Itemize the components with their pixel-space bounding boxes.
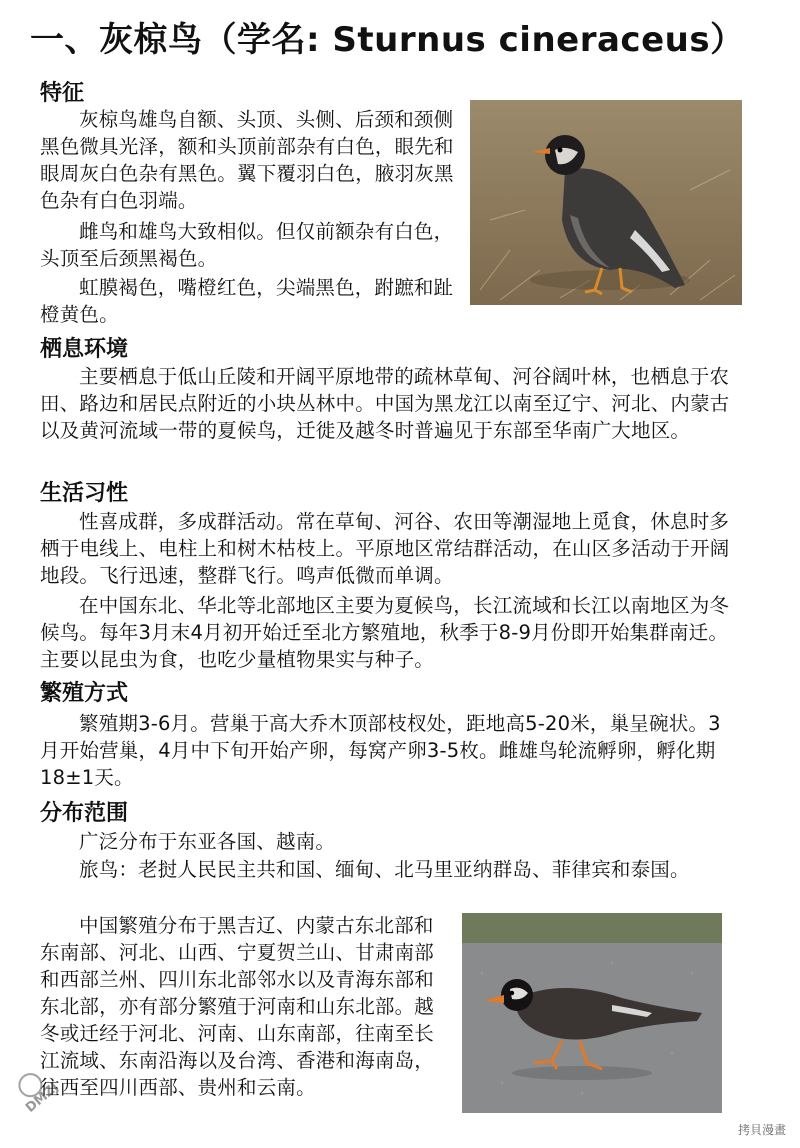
distribution-paragraph-3: 中国繁殖分布于黑吉辽、内蒙古东北部和东南部、河北、山西、宁夏贺兰山、甘肃南部和西部兰州、四川东北部邻水以及青海东部和东北部，亦有部分繁殖于河南和山东北部。越冬或迁经于河北、河南、山东南部，往南至长江流域、东南沿海以及台湾、香港和海南岛，往西至四川西部、贵州和云南。: [40, 914, 435, 1099]
features-paragraph-1: 灰椋鸟雄鸟自额、头顶、头侧、后颈和颈侧黑色微具光泽，额和头顶前部杂有白色，眼先和眼周灰白色杂有黑色。翼下覆羽白色，腋羽灰黑色杂有白色羽端。: [40, 108, 454, 212]
heading-breeding: 繁殖方式: [40, 681, 129, 706]
distribution-paragraph-2: 旅鸟：老挝人民民主共和国、缅甸、北马里亚纳群岛、菲律宾和泰国。: [79, 858, 690, 881]
features-paragraph-2: 雌鸟和雄鸟大致相似。但仅前额杂有白色，头顶至后颈黑褐色。: [40, 220, 454, 270]
corner-watermark: 拷貝漫畫: [737, 1123, 786, 1137]
watermark-text: DMZJ: [23, 1079, 62, 1116]
heading-features: 特征: [40, 81, 85, 106]
photo-starling-road: [462, 913, 722, 1113]
page-title: 一、灰椋鸟（学名: Sturnus cineraceus）: [30, 20, 745, 60]
distribution-paragraph-1: 广泛分布于东亚各国、越南。: [79, 830, 336, 853]
habitat-paragraph-1: 主要栖息于低山丘陵和开阔平原地带的疏林草甸、河谷阔叶林，也栖息于农田、路边和居民点附近的小块丛林中。中国为黑龙江以南至辽宁、河北、内蒙古以及黄河流域一带的夏候鸟，迁徙及越冬时普遍见于东部至华南广大地区。: [40, 365, 730, 442]
heading-habitat: 栖息环境: [40, 337, 129, 362]
breeding-paragraph-1: 繁殖期3-6月。营巢于高大乔木顶部枝杈处，距地高5-20米，巢呈碗状。3月开始营巢，4月中下旬开始产卵，每窝产卵3-5枚。雌雄鸟轮流孵卵，孵化期18±1天。: [40, 712, 721, 789]
heading-habits: 生活习性: [40, 481, 129, 506]
habits-paragraph-2: 在中国东北、华北等北部地区主要为夏候鸟，长江流域和长江以南地区为冬候鸟。每年3月末4月初开始迁至北方繁殖地，秋季于8-9月份即开始集群南迁。 主要以昆虫为食，也吃少量植物果实与种子。: [40, 594, 730, 671]
features-paragraph-3: 虹膜褐色，嘴橙红色，尖端黑色，跗蹠和趾橙黄色。: [40, 276, 454, 326]
habits-paragraph-1: 性喜成群，多成群活动。常在草甸、河谷、农田等潮湿地上觅食，休息时多栖于电线上、电柱上和树木枯枝上。平原地区常结群活动，在山区多活动于开阔地段。飞行迅速，整群飞行。鸣声低微而单调。: [40, 510, 730, 587]
heading-distribution: 分布范围: [40, 801, 129, 826]
photo-starling-grass: [470, 100, 742, 305]
